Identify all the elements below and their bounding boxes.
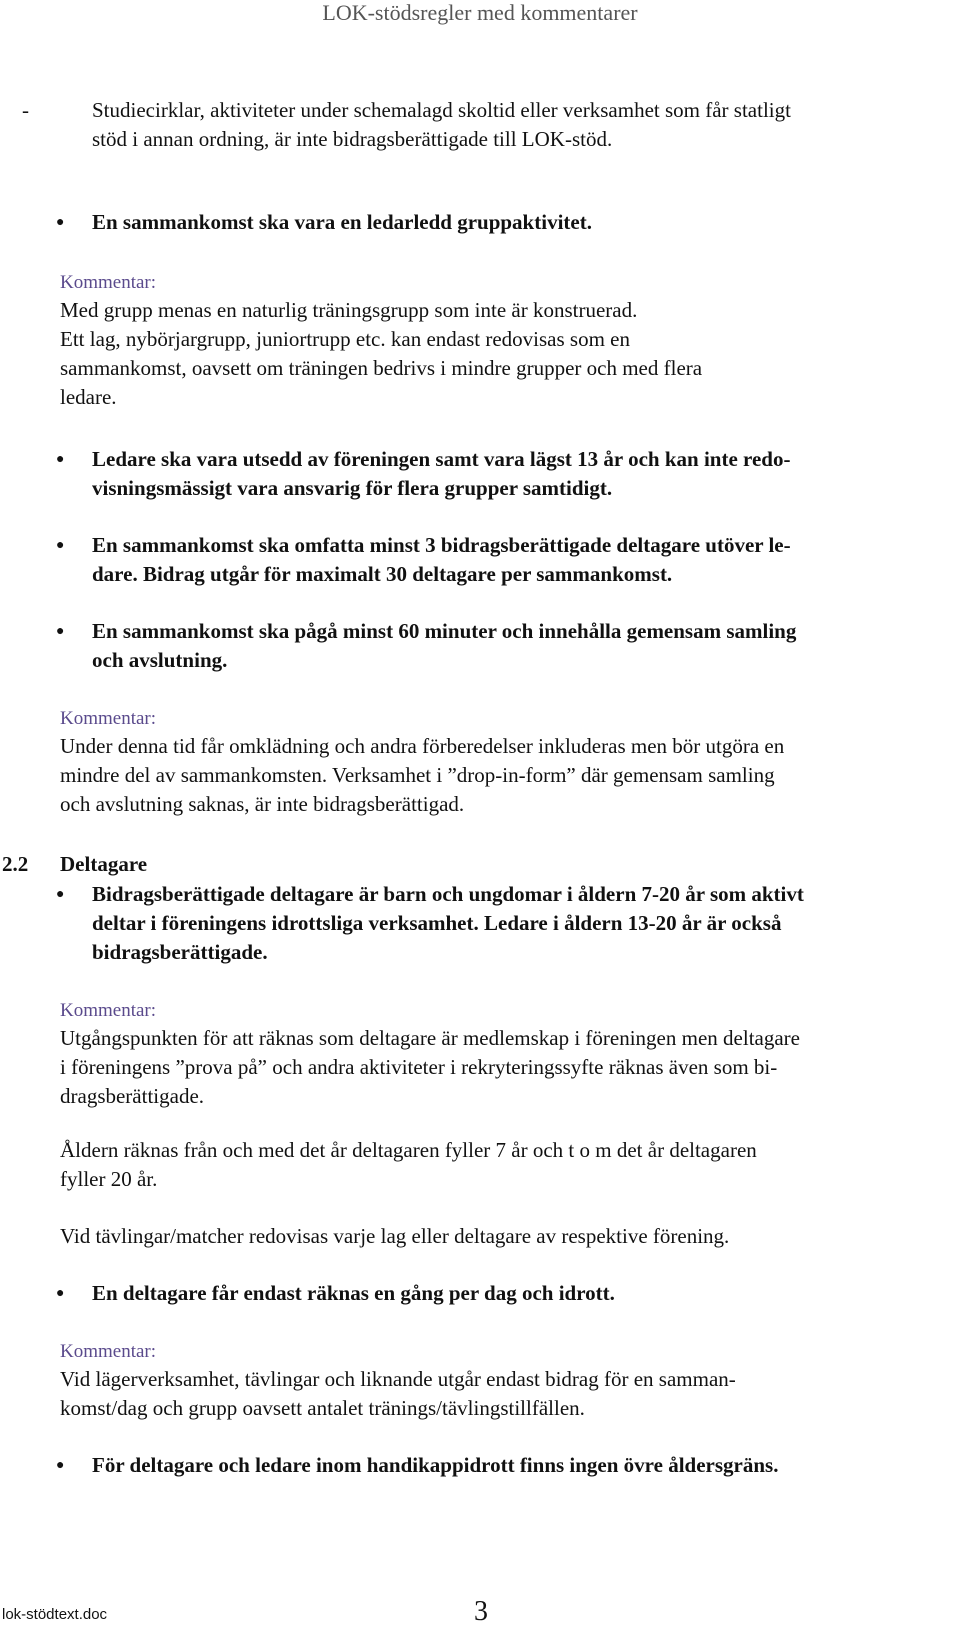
- rule-bullet-3-line1: En sammankomst ska omfatta minst 3 bidragsberättigade deltagare utöver le-: [92, 533, 791, 557]
- rule-bullet-2-line1: Ledare ska vara utsedd av föreningen samt vara lägst 13 år och kan inte redo-: [92, 447, 791, 471]
- rule-bullet-2-line2: visningsmässigt vara ansvarig för flera grupper samtidigt.: [92, 476, 613, 500]
- comment-line: komst/dag och grupp oavsett antalet tränings/tävlingstillfällen.: [60, 1396, 585, 1420]
- participant-bullet-3: För deltagare och ledare inom handikappidrott finns ingen övre åldersgräns.: [92, 1453, 779, 1477]
- comment-line: Ett lag, nybörjargrupp, juniortrupp etc. kan endast redovisas som en: [60, 327, 630, 351]
- paragraph-line: fyller 20 år.: [60, 1167, 158, 1191]
- comment-line: mindre del av sammankomsten. Verksamhet i ”drop-in-form” där gemensam samling: [60, 763, 775, 787]
- dash-item-line2: stöd i annan ordning, är inte bidragsberättigade till LOK-stöd.: [92, 127, 613, 151]
- comment-line: Utgångspunkten för att räknas som deltagare är medlemskap i föreningen men deltagare: [60, 1026, 800, 1050]
- rule-bullet-4-line2: och avslutning.: [92, 648, 228, 672]
- bullet-icon: ●: [56, 1286, 65, 1301]
- comment-line: och avslutning saknas, är inte bidragsberättigad.: [60, 792, 465, 816]
- comment-line: Under denna tid får omklädning och andra förberedelser inkluderas men bör utgöra en: [60, 734, 785, 758]
- rule-bullet-3-line2: dare. Bidrag utgår för maximalt 30 deltagare per sammankomst.: [92, 562, 673, 586]
- bullet-icon: ●: [56, 1458, 65, 1473]
- comment-line: Vid lägerverksamhet, tävlingar och liknande utgår endast bidrag för en samman-: [60, 1367, 736, 1391]
- comment-line: Med grupp menas en naturlig träningsgrupp som inte är konstruerad.: [60, 298, 638, 322]
- participant-bullet-1-line2: deltar i föreningens idrottsliga verksamhet. Ledare i åldern 13-20 år är också: [92, 911, 782, 935]
- bullet-icon: ●: [56, 887, 65, 902]
- comment-label: Kommentar:: [60, 272, 157, 293]
- footer-filename: lok-stödtext.doc: [2, 1606, 108, 1623]
- bullet-icon: ●: [56, 624, 65, 639]
- bullet-icon: ●: [56, 452, 65, 467]
- comment-label: Kommentar:: [60, 1000, 157, 1021]
- paragraph-line: Åldern räknas från och med det år deltagaren fyller 7 år och t o m det år deltagaren: [60, 1138, 757, 1162]
- participant-bullet-1-line3: bidragsberättigade.: [92, 940, 268, 964]
- comment-line: ledare.: [60, 385, 117, 409]
- dash-marker: -: [22, 98, 29, 122]
- bullet-icon: ●: [56, 215, 65, 230]
- page-header: LOK-stödsregler med kommentarer: [322, 0, 638, 25]
- bullet-icon: ●: [56, 538, 65, 553]
- comment-line: dragsberättigade.: [60, 1084, 205, 1108]
- rule-bullet-1: En sammankomst ska vara en ledarledd gruppaktivitet.: [92, 210, 592, 234]
- comment-line: sammankomst, oavsett om träningen bedrivs i mindre grupper och med flera: [60, 356, 703, 380]
- paragraph-line: Vid tävlingar/matcher redovisas varje lag eller deltagare av respektive förening.: [60, 1224, 730, 1248]
- comment-line: i föreningens ”prova på” och andra aktiviteter i rekryteringssyfte räknas även som bi-: [60, 1055, 778, 1079]
- rule-bullet-4-line1: En sammankomst ska pågå minst 60 minuter och innehålla gemensam samling: [92, 619, 797, 643]
- section-number: 2.2: [2, 852, 29, 876]
- comment-label: Kommentar:: [60, 1341, 157, 1362]
- comment-label: Kommentar:: [60, 708, 157, 729]
- section-title: Deltagare: [60, 852, 148, 876]
- page-number: 3: [474, 1596, 488, 1627]
- dash-item-line1: Studiecirklar, aktiviteter under schemalagd skoltid eller verksamhet som får statligt: [92, 98, 791, 122]
- participant-bullet-1-line1: Bidragsberättigade deltagare är barn och ungdomar i åldern 7-20 år som aktivt: [92, 882, 804, 906]
- participant-bullet-2: En deltagare får endast räknas en gång per dag och idrott.: [92, 1281, 615, 1305]
